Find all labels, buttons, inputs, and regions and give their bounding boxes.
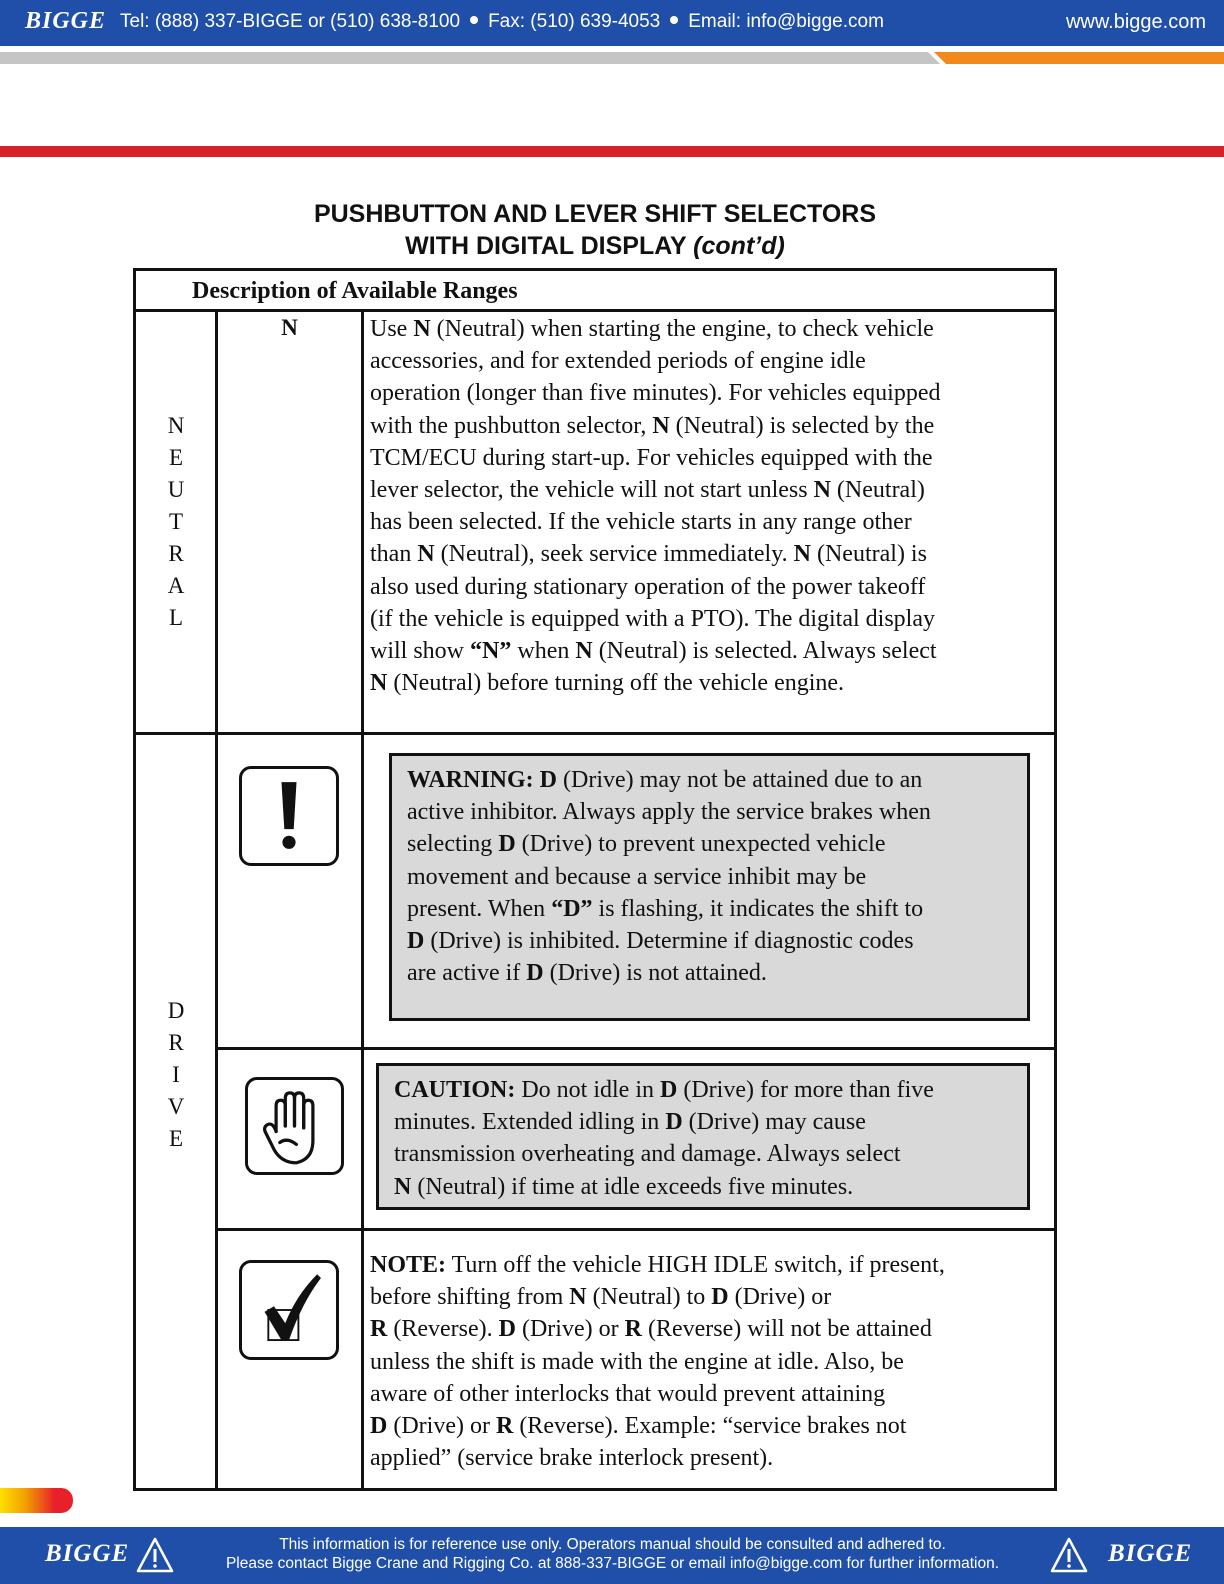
title-main: WITH DIGITAL DISPLAY	[405, 232, 687, 260]
text-line	[370, 538, 1050, 570]
neutral-vertical-label	[136, 410, 216, 634]
range-code-n: N	[281, 315, 298, 340]
text-line	[370, 571, 1050, 603]
text-line	[370, 1249, 1050, 1281]
text-run: (Reverse). Example: “service brakes not	[513, 1413, 907, 1440]
text-run: (Reverse).	[387, 1316, 499, 1343]
hand-icon	[245, 1077, 344, 1175]
note-description	[370, 1249, 1050, 1474]
vertical-letter: R	[168, 1030, 184, 1055]
checkmark-icon	[239, 1260, 339, 1360]
bold-run: D	[498, 831, 516, 858]
text-run: (Drive) may not be attained due to an	[557, 767, 923, 793]
text-run: (Drive) may cause	[682, 1109, 866, 1136]
page-title-line-2	[0, 232, 1190, 261]
bold-run: D	[711, 1284, 729, 1311]
bold-run: R	[370, 1316, 388, 1343]
text-run: (Reverse) will not be attained	[641, 1316, 932, 1343]
warning-box	[389, 753, 1030, 1021]
text-run: (Neutral) when starting the engine, to check vehicle	[430, 316, 934, 342]
text-run: (Neutral) is selected by the	[669, 412, 935, 439]
text-run: (Neutral) before turning off the vehicle engine.	[387, 670, 845, 697]
website-link[interactable]: www.bigge.com	[1065, 11, 1206, 33]
text-line	[370, 506, 1050, 538]
text-run: Turn off the vehicle HIGH IDLE switch, if present,	[446, 1252, 945, 1278]
text-line	[407, 861, 1013, 893]
text-run: minutes. Extended idling in	[394, 1109, 666, 1136]
text-line	[370, 603, 1050, 635]
warning-triangle-icon	[1050, 1537, 1088, 1573]
footer-bar	[0, 1527, 1224, 1584]
footer-line-1: This information is for reference use only. Operators manual should be consulted and adhered to.	[279, 1536, 946, 1553]
text-line	[407, 764, 1013, 796]
bold-run: D	[526, 960, 544, 987]
text-run: has been selected. If the vehicle starts in any range other	[370, 509, 912, 536]
text-run: (Drive) to prevent unexpected vehicle	[515, 831, 886, 858]
table-rule	[216, 1228, 1054, 1231]
bold-run: N	[394, 1173, 412, 1200]
text-run: transmission overheating and damage. Always select	[394, 1141, 901, 1168]
text-run: is flashing, it indicates the shift to	[592, 895, 924, 922]
table-heading: Description of Available Ranges	[192, 278, 518, 304]
text-run: (Drive) is not attained.	[543, 960, 767, 987]
text-run: (Neutral), seek service immediately.	[434, 541, 794, 568]
text-run: (Neutral) to	[586, 1284, 712, 1311]
exclamation-icon	[239, 766, 339, 866]
table-rule	[361, 309, 364, 1488]
text-run: Do not idle in	[515, 1077, 660, 1103]
footer-disclaimer	[190, 1535, 1035, 1573]
vertical-letter: V	[167, 1094, 185, 1119]
text-run: are active if	[407, 960, 527, 987]
text-run: (Drive) is inhibited. Determine if diagnostic codes	[424, 928, 914, 955]
text-line	[394, 1171, 1013, 1203]
text-run: also used during stationary operation of the power takeoff	[370, 573, 926, 600]
text-run: active inhibitor. Always apply the service brakes when	[407, 799, 931, 826]
bold-run: WARNING:	[407, 767, 534, 793]
text-run: (Drive) or	[728, 1284, 832, 1311]
bold-run: D	[407, 928, 425, 955]
text-line	[370, 667, 1050, 699]
vertical-letter: D	[167, 998, 185, 1023]
contact-info	[120, 11, 884, 33]
bold-run: N	[569, 1284, 587, 1311]
text-line	[407, 893, 1013, 925]
title-suffix: (cont’d)	[693, 232, 785, 260]
table-rule	[216, 1047, 1054, 1050]
bold-run: “N”	[470, 638, 512, 665]
bold-run: D	[539, 767, 558, 793]
bullet-icon	[470, 16, 478, 24]
text-line	[370, 442, 1050, 474]
text-run: operation (longer than five minutes). For vehicles equipped	[370, 380, 941, 407]
vertical-letter: E	[168, 1126, 184, 1151]
text-run: (Neutral) is	[810, 541, 927, 568]
bold-run: N	[413, 316, 431, 342]
warning-triangle-icon	[136, 1537, 174, 1573]
vertical-letter: L	[168, 605, 184, 630]
bold-run: R	[495, 1413, 514, 1440]
table-rule	[136, 309, 1054, 312]
text-run: (Neutral) if time at idle exceeds five minutes.	[411, 1173, 854, 1200]
bold-run: N	[417, 541, 435, 568]
orange-accent-stripe	[934, 52, 1224, 64]
text-line	[407, 828, 1013, 860]
text-line	[370, 1378, 1050, 1410]
bold-run: N	[575, 638, 593, 665]
text-line	[370, 1281, 1050, 1313]
bullet-icon	[670, 16, 678, 24]
text-line	[394, 1074, 1013, 1106]
text-run: with the pushbutton selector,	[370, 412, 653, 439]
text-line	[370, 474, 1050, 506]
bigge-logo: BIGGE	[45, 1540, 130, 1567]
table-rule	[136, 732, 1054, 735]
text-line	[407, 957, 1013, 989]
bold-run: N	[793, 541, 811, 568]
neutral-description	[370, 313, 1050, 699]
red-divider	[0, 146, 1224, 157]
vertical-letter: U	[167, 477, 185, 502]
text-run: unless the shift is made with the engine at idle. Also, be	[370, 1348, 904, 1375]
bold-run: D	[498, 1316, 516, 1343]
page-title-line-1: PUSHBUTTON AND LEVER SHIFT SELECTORS	[313, 200, 877, 228]
text-line	[370, 313, 1050, 345]
vertical-letter: N	[167, 413, 185, 438]
vertical-letter: T	[168, 509, 184, 534]
text-line	[370, 1442, 1050, 1474]
contact-phone[interactable]: Tel: (888) 337-BIGGE or (510) 638-8100	[120, 11, 461, 32]
bold-run: D	[665, 1109, 683, 1136]
bold-run: NOTE:	[370, 1252, 447, 1278]
caution-box	[376, 1063, 1030, 1210]
text-line	[394, 1138, 1013, 1170]
text-run: (Neutral) is selected. Always select	[592, 638, 937, 665]
text-line	[407, 925, 1013, 957]
bold-run: D	[370, 1413, 388, 1440]
text-run: (Drive) or	[387, 1413, 496, 1440]
text-run: TCM/ECU during start-up. For vehicles equipped with the	[370, 444, 933, 471]
text-line	[370, 1346, 1050, 1378]
text-line	[407, 796, 1013, 828]
top-contact-bar	[0, 0, 1224, 46]
bold-run: “D”	[551, 895, 593, 922]
vertical-letter: E	[168, 445, 184, 470]
bigge-logo: BIGGE	[1108, 1540, 1193, 1567]
bold-run: D	[660, 1077, 678, 1103]
bold-run: N	[652, 412, 670, 439]
text-line	[370, 1410, 1050, 1442]
vertical-letter: R	[168, 541, 184, 566]
text-line	[370, 345, 1050, 377]
text-run: lever selector, the vehicle will not start unless	[370, 477, 814, 504]
bold-run: N	[813, 477, 831, 504]
text-run: (if the vehicle is equipped with a PTO). The digital display	[370, 605, 935, 632]
vertical-letter: A	[167, 573, 185, 598]
text-run: (Neutral)	[830, 477, 925, 504]
text-line	[370, 1313, 1050, 1345]
contact-fax: Fax: (510) 639-4053	[488, 11, 661, 32]
text-run: selecting	[407, 831, 499, 858]
text-line	[394, 1106, 1013, 1138]
text-run: when	[511, 638, 576, 665]
bold-run: CAUTION:	[394, 1077, 516, 1103]
text-run: movement and because a service inhibit may be	[407, 863, 867, 890]
text-run: applied” (service brake interlock present).	[370, 1445, 774, 1472]
text-run: than	[370, 541, 418, 568]
contact-email[interactable]: Email: info@bigge.com	[688, 11, 884, 32]
drive-vertical-label	[136, 995, 216, 1155]
text-run: (Drive) for more than five	[677, 1077, 934, 1103]
text-run: before shifting from	[370, 1284, 570, 1311]
text-run: present. When	[407, 895, 552, 922]
text-run: Use	[370, 316, 414, 342]
text-line	[370, 377, 1050, 409]
vertical-letter: I	[172, 1062, 180, 1087]
text-run: aware of other interlocks that would prevent attaining	[370, 1380, 886, 1407]
page-tab-marker	[0, 1488, 73, 1513]
text-run: (Drive) or	[515, 1316, 625, 1343]
bold-run: N	[370, 670, 388, 697]
text-line	[370, 410, 1050, 442]
bold-run: R	[624, 1316, 642, 1343]
text-run: will show	[370, 638, 471, 665]
ranges-table	[133, 268, 1057, 1491]
bigge-logo[interactable]: BIGGE	[25, 8, 107, 34]
text-line	[370, 635, 1050, 667]
grey-accent-stripe	[0, 52, 940, 64]
footer-line-2: Please contact Bigge Crane and Rigging Co. at 888-337-BIGGE or email info@bigge.com for further information.	[225, 1555, 1000, 1572]
text-run: accessories, and for extended periods of engine idle	[370, 348, 866, 375]
